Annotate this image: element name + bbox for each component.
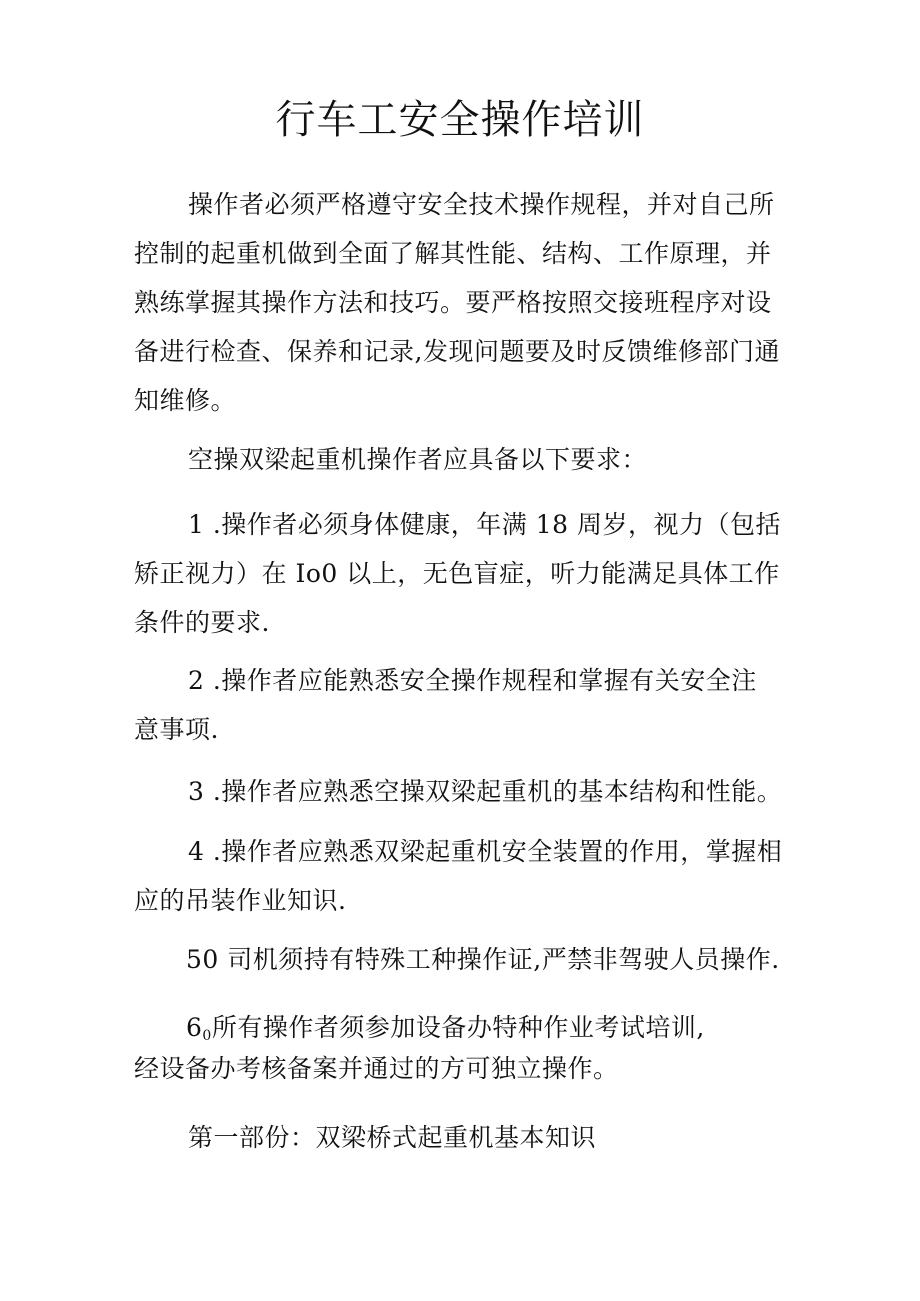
item-number: 6 [186, 1013, 203, 1042]
part1-heading-text: 第一部份：双梁桥式起重机基本知识 [188, 1123, 597, 1152]
item-line: 50 司机须持有特殊工种操作证,严禁非驾驶人员操作. [186, 945, 780, 974]
item-line: 经设备办考核备案并通过的方可独立操作。 [134, 1054, 619, 1083]
document-title: 行车工安全操作培训 [275, 97, 645, 143]
requirement-item-5 [134, 935, 814, 984]
requirement-item-1 [134, 500, 814, 647]
part1-heading [134, 1113, 814, 1162]
intro-line: 熟练掌握其操作方法和技巧。要严格按照交接班程序对设 [134, 288, 772, 317]
requirement-item-3 [134, 767, 814, 816]
item-number-subscript: 0 [202, 1028, 212, 1044]
intro-line: 控制的起重机做到全面了解其性能、结构、工作原理，并 [134, 239, 772, 268]
item-line: 4 .操作者应熟悉双梁起重机安全装置的作用，掌握相 [188, 837, 783, 866]
item-line: 1 .操作者必须身体健康，年满 18 周岁，视力（包括 [188, 510, 782, 539]
item-line: 条件的要求. [134, 608, 270, 637]
requirement-item-6 [134, 1003, 814, 1093]
requirement-item-2 [134, 656, 814, 754]
intro-line: 知维修。 [134, 386, 237, 415]
intro-line: 备进行检查、保养和记录,发现问题要及时反馈维修部门通 [134, 337, 780, 366]
intro-paragraph [134, 180, 814, 425]
requirements-heading [134, 435, 814, 484]
item-text: 所有操作者须参加设备办特种作业考试培训, [211, 1013, 705, 1042]
requirements-heading-text: 空操双梁起重机操作者应具备以下要求： [188, 445, 648, 474]
item-line: 3 .操作者应熟悉空操双梁起重机的基本结构和性能。 [188, 777, 783, 806]
item-line: 2 .操作者应能熟悉安全操作规程和掌握有关安全注 [188, 666, 757, 695]
item-line: 意事项. [134, 715, 219, 744]
requirement-item-4 [134, 827, 814, 925]
item-line: 矫正视力）在 Io0 以上，无色盲症，听力能满足具体工作 [134, 559, 780, 588]
item-line: 应的吊装作业知识. [134, 886, 347, 915]
intro-line: 操作者必须严格遵守安全技术操作规程，并对自己所 [188, 190, 775, 219]
